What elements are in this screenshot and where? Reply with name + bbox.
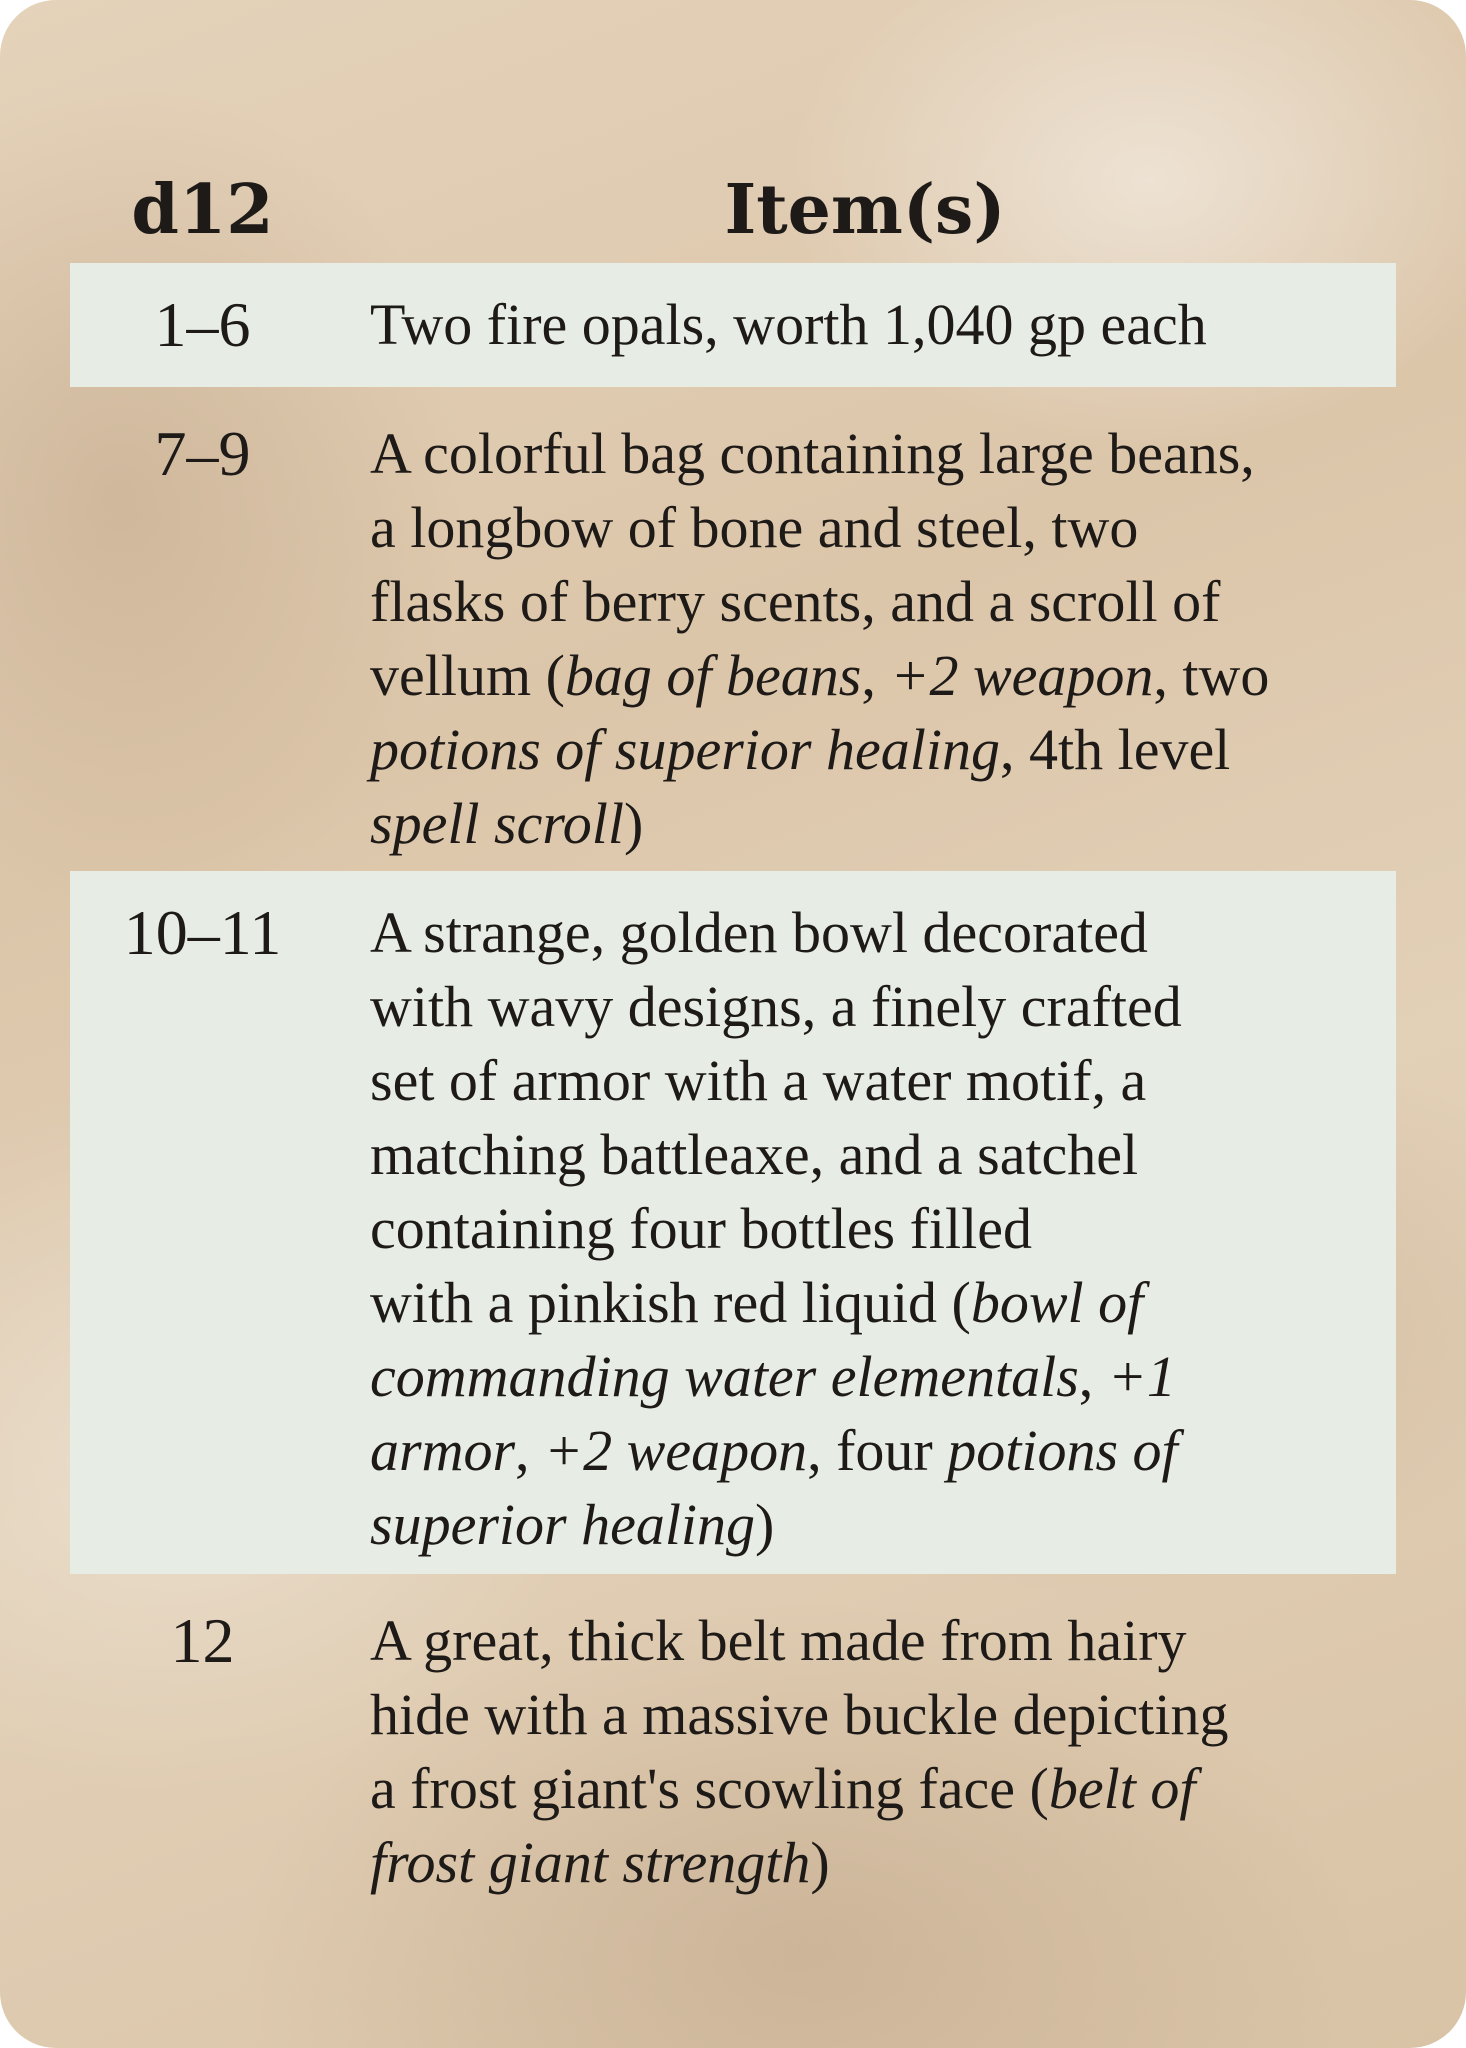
description-line — [370, 639, 1380, 713]
header-items: Item(s) — [724, 170, 1006, 250]
description-text: , — [1078, 1344, 1108, 1409]
description-line — [370, 1604, 1380, 1678]
description-line — [370, 1826, 1380, 1900]
table-row — [70, 387, 1396, 871]
italic-item-name: potions of superior healing — [370, 717, 1000, 782]
item-description — [370, 1604, 1380, 1900]
description-text: Two fire opals, worth 1,040 gp each — [370, 292, 1207, 357]
description-text: hide with a massive buckle depicting — [370, 1682, 1229, 1747]
roll-range: 7–9 — [154, 418, 251, 489]
table-row — [70, 263, 1396, 387]
description-text: A strange, golden bowl decorated — [370, 900, 1148, 965]
description-text: ) — [810, 1830, 830, 1895]
description-text: with a pinkish red liquid ( — [370, 1270, 971, 1335]
italic-item-name: +2 weapon — [544, 1418, 808, 1483]
italic-item-name: +1 — [1107, 1344, 1176, 1409]
header-die: d12 — [131, 170, 274, 250]
description-text: , — [515, 1418, 545, 1483]
description-line — [370, 1118, 1380, 1192]
description-line — [370, 288, 1380, 362]
italic-item-name: belt of — [1048, 1756, 1196, 1821]
description-text: , — [861, 643, 891, 708]
description-line — [370, 787, 1380, 861]
roll-range: 1–6 — [154, 289, 251, 360]
description-text: ) — [755, 1492, 775, 1557]
item-description — [370, 288, 1380, 362]
table-row — [70, 871, 1396, 1574]
description-text: , two — [1153, 643, 1270, 708]
description-line — [370, 491, 1380, 565]
description-line — [370, 1044, 1380, 1118]
italic-item-name: armor — [370, 1418, 516, 1483]
description-text: , 4th level — [999, 717, 1231, 782]
description-line — [370, 1414, 1380, 1488]
italic-item-name: superior healing — [370, 1492, 756, 1557]
item-description — [370, 896, 1380, 1562]
description-line — [370, 417, 1380, 491]
roll-range: 12 — [170, 1605, 235, 1676]
table-header — [0, 165, 1466, 255]
italic-item-name: potions of — [947, 1418, 1178, 1483]
description-text: vellum ( — [370, 643, 565, 708]
description-line — [370, 970, 1380, 1044]
italic-item-name: bag of beans — [564, 643, 862, 708]
description-text: flasks of berry scents, and a scroll of — [370, 569, 1221, 634]
description-text: with wavy designs, a finely crafted — [370, 974, 1182, 1039]
description-line — [370, 565, 1380, 639]
description-line — [370, 896, 1380, 970]
description-text: containing four bottles filled — [370, 1196, 1033, 1261]
roll-range: 10–11 — [123, 897, 282, 968]
description-text: ) — [624, 791, 644, 856]
description-text: , four — [807, 1418, 948, 1483]
italic-item-name: commanding water elementals — [370, 1344, 1079, 1409]
description-text: a frost giant's scowling face ( — [370, 1756, 1049, 1821]
description-text: A great, thick belt made from hairy — [370, 1608, 1187, 1673]
description-line — [370, 713, 1380, 787]
description-line — [370, 1192, 1380, 1266]
description-line — [370, 1340, 1380, 1414]
description-text: a longbow of bone and steel, two — [370, 495, 1139, 560]
description-text: A colorful bag containing large beans, — [370, 421, 1255, 486]
description-line — [370, 1488, 1380, 1562]
description-text: matching battleaxe, and a satchel — [370, 1122, 1139, 1187]
item-description — [370, 417, 1380, 861]
table-row — [70, 1574, 1396, 1904]
description-line — [370, 1266, 1380, 1340]
italic-item-name: +2 weapon — [890, 643, 1154, 708]
description-text: set of armor with a water motif, a — [370, 1048, 1147, 1113]
italic-item-name: spell scroll — [370, 791, 625, 856]
italic-item-name: frost giant strength — [370, 1830, 811, 1895]
italic-item-name: bowl of — [970, 1270, 1144, 1335]
description-line — [370, 1752, 1380, 1826]
description-line — [370, 1678, 1380, 1752]
